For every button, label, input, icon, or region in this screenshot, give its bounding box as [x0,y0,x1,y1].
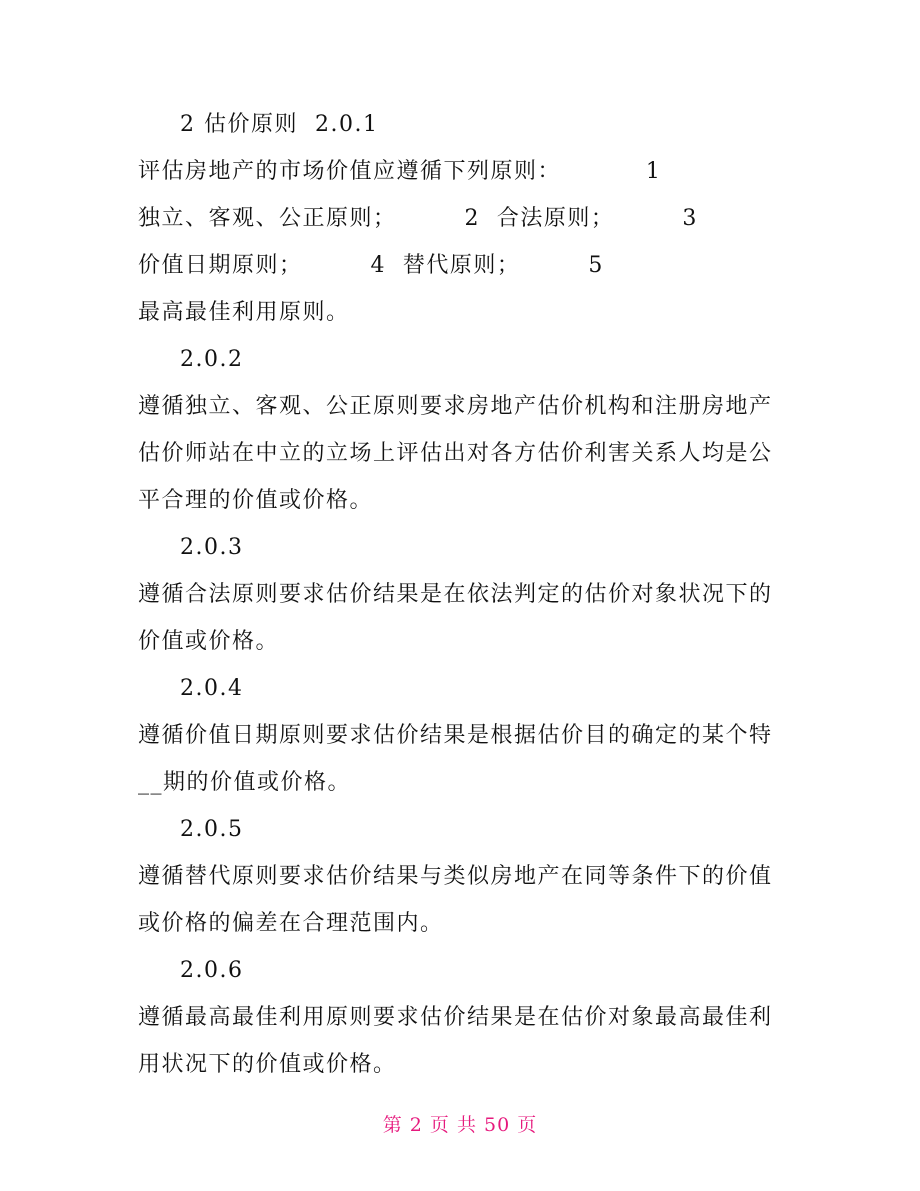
text-line: 最高最佳利用原则。 [138,300,350,325]
text-line: 用状况下的价值或价格。 [138,1052,397,1077]
page-number-footer: 第 2 页 共 50 页 [382,1114,538,1136]
text-line: 平合理的价值或价格。 [138,488,374,513]
text-line: 或价格的偏差在合理范围内。 [138,911,444,936]
text-line: 遵循替代原则要求估价结果与类似房地产在同等条件下的价值 [138,864,773,889]
clause-number-2-0-3: 2.0.3 [180,535,244,560]
text-line: 遵循独立、客观、公正原则要求房地产估价机构和注册房地产 [138,394,773,419]
text-line: 遵循最高最佳利用原则要求估价结果是在估价对象最高最佳利 [138,1005,773,1030]
text-line: 遵循价值日期原则要求估价结果是根据估价目的确定的某个特 [138,723,773,748]
section-heading-2-0-1: 2 估价原则 2.0.1 [180,112,379,137]
clause-number-2-0-4: 2.0.4 [180,676,244,701]
text-line: __期的价值或价格。 [138,770,352,795]
text-line: 估价师站在中立的立场上评估出对各方估价利害关系人均是公 [138,441,773,466]
clause-number-2-0-2: 2.0.2 [180,347,244,372]
text-line: 价值日期原则； 4 替代原则； 5 [138,253,604,278]
text-line: 独立、客观、公正原则； 2 合法原则； 3 [138,206,698,231]
clause-number-2-0-5: 2.0.5 [180,817,244,842]
text-line: 遵循合法原则要求估价结果是在依法判定的估价对象状况下的 [138,582,773,607]
text-line: 评估房地产的市场价值应遵循下列原则： 1 [138,159,662,184]
clause-number-2-0-6: 2.0.6 [180,958,244,983]
text-line: 价值或价格。 [138,629,280,654]
